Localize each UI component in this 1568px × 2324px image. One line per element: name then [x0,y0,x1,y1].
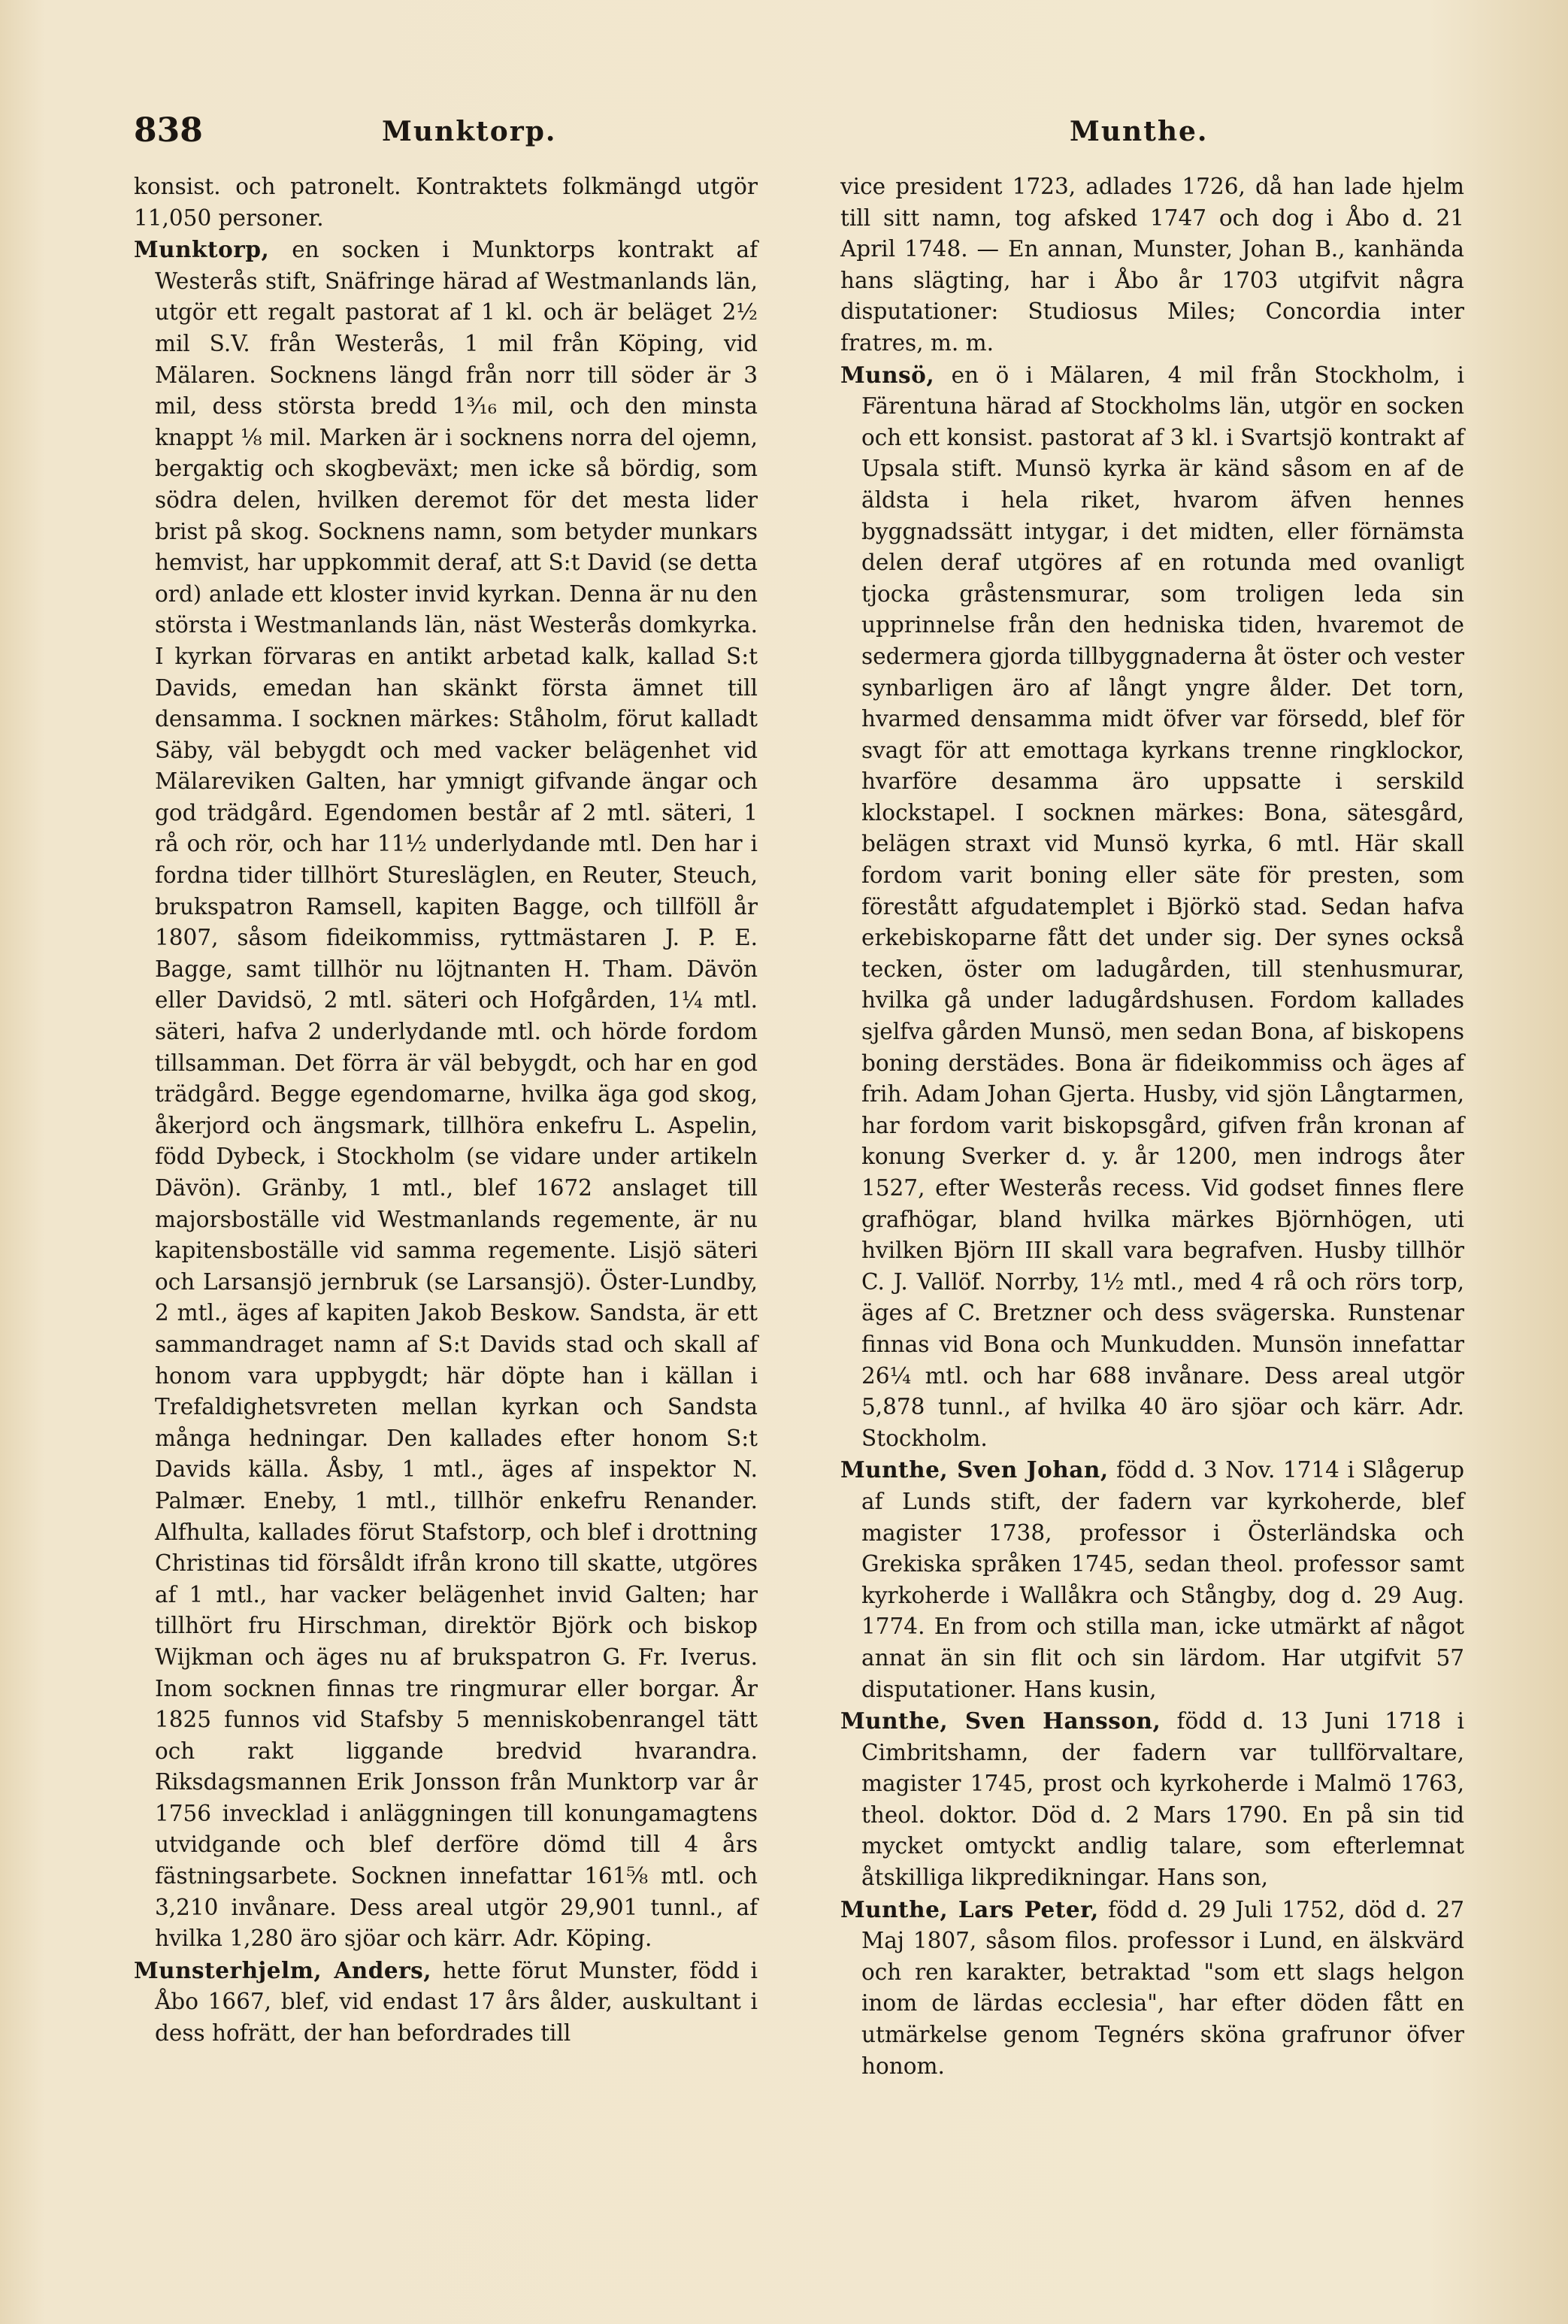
entry-munso [840,359,1464,1455]
headword-munsterhjelm: Munsterhjelm, Anders, [134,1956,432,1983]
entry-text-munso: en ö i Mälaren, 4 mil från Stockholm, i Färentuna härad af Stockholms län, utgör en socken och ett konsist. pastorat af 3 kl. i Svartsjö kontrakt af Upsala stift. Munsö kyrka är känd såsom en af de äldsta i hela riket, hvarom äfven hennes byggnadssätt intygar, i det midten, eller förnämsta delen deraf utgöres af en rotunda med ovanligt tjocka gråstensmurar, som troligen leda sin upprinnelse från den hedniska tiden, hvaremot de sedermera gjorda tillbyggnaderna åt öster och vester synbarligen äro af långt yngre ålder. Det torn, hvarmed densamma midt öfver var försedd, blef för svagt för att emottaga kyrkans trenne ringklockor, hvarföre desamma äro uppsatte i serskild klockstapel. I socknen märkes: Bona, sätesgård, belägen straxt vid Munsö kyrka, 6 mtl. Här skall fordom varit boning eller säte för presten, som förestått afgudatemplet i Björkö stad. Sedan hafva erkebiskoparne fått det under sig. Der synes också tecken, öster om ladugården, till stenhusmurar, hvilka gå under ladugårdshusen. Fordom kallades sjelfva gården Munsö, men sedan Bona, af biskopens boning derstädes. Bona är fideikommiss och äges af frih. Adam Johan Gjerta. Husby, vid sjön Långtarmen, har fordom varit biskopsgård, gifven från kronan af konung Sverker d. y. år 1200, men indrogs åter 1527, efter Westerås recess. Vid godset finnes flere grafhögar, bland hvilka märkes Björnhögen, uti hvilken Björn III skall vara begrafven. Husby tillhör C. J. Vallöf. Norrby, 1½ mtl., med 4 rå och rörs torp, äges af C. Bretzner och dess svägerska. Runstenar finnas vid Bona och Munkudden. Munsön innefattar 26¼ mtl. och har 688 invånare. Dess areal utgör 5,878 tunnl., af hvilka 40 äro sjöar och kärr. Adr. Stockholm. [861,362,1464,1451]
entry-text-munthe-sven-johan: född d. 3 Nov. 1714 i Slågerup af Lunds stift, der fadern var kyrkoherde, blef magister 1738, professor i Österländska och Grekiska språken 1745, sedan theol. professor samt kyrkoherde i Wallåkra och Stångby, dog d. 29 Aug. 1774. En from och stilla man, icke utmärkt af något annat än sin flit och sin lärdom. Har utgifvit 57 disputationer. Hans kusin, [861,1457,1464,1702]
entry-munthe-sven-hansson [840,1705,1464,1894]
entry-text-munsterhjelm: hette förut Munster, född i Åbo 1667, blef, vid endast 17 års ålder, auskultant i dess hofrätt, der han befordrades till [155,1957,758,2047]
page-number: 838 [134,111,203,150]
headword-munthe-sven-hansson: Munthe, Sven Hansson, [840,1707,1161,1735]
entry-munthe-lars-peter [840,1894,1464,2083]
running-head-left: Munktorp. [382,116,557,147]
entry-text-munthe-lars-peter: född d. 29 Juli 1752, död d. 27 Maj 1807, såsom filos. professor i Lund, en älskvärd och ren karakter, betraktad "som ett slags helgon inom de lärdas ecclesia", har efter döden fått en utmärkelse genom Tegnérs sköna grafrunor öfver honom. [861,1896,1464,2079]
left-column [134,171,758,2050]
entry-munthe-sven-johan [840,1454,1464,1705]
entry-continuation: konsist. och patronelt. Kontraktets folkmängd utgör 11,050 personer. [134,174,758,231]
running-head-right: Munthe. [1070,116,1209,147]
headword-munktorp: Munktorp, [134,236,270,263]
headword-munthe-sven-johan: Munthe, Sven Johan, [840,1456,1109,1483]
headword-munthe-lars-peter: Munthe, Lars Peter, [840,1895,1099,1923]
page-header [0,111,1568,156]
right-column [840,171,1464,2082]
entry-text-munthe-sven-hansson: född d. 13 Juni 1718 i Cimbritshamn, der fadern var tullförvaltare, magister 1745, prost och kyrkoherde i Malmö 1763, theol. doktor. Död d. 2 Mars 1790. En på sin tid mycket omtyckt andlig talare, som efterlemnat åtskilliga likpredikningar. Hans son, [861,1708,1464,1891]
entry-munsterhjelm-continued: vice president 1723, adlades 1726, då han lade hjelm till sitt namn, tog afsked 1747 och dog i Åbo d. 21 April 1748. — En annan, Munster, Johan B., kanhända hans slägting, har i Åbo år 1703 utgifvit några disputationer: Studiosus Miles; Concordia inter fratres, m. m. [840,174,1464,356]
entry-munktorp [134,234,758,1955]
entry-text-munktorp: en socken i Munktorps kontrakt af Westerås stift, Snäfringe härad af Westmanlands län, utgör ett regalt pastorat af 1 kl. och är beläget 2½ mil S.V. från Westerås, 1 mil från Köping, vid Mälaren. Socknens längd från norr till söder är 3 mil, dess största bredd 1³⁄₁₆ mil, och den minsta knappt ⅛ mil. Marken är i socknens norra del ojemn, bergaktig och skogbeväxt; men icke så bördig, som södra delen, hvilken deremot för det mesta lider brist på skog. Socknens namn, som betyder munkars hemvist, har uppkommit deraf, att S:t David (se detta ord) anlade ett kloster invid kyrkan. Denna är nu den största i Westmanlands län, näst Westerås domkyrka. I kyrkan förvaras en antikt arbetad kalk, kallad S:t Davids, emedan han skänkt första ämnet till densamma. I socknen märkes: Ståholm, förut kalladt Säby, väl bebygdt och med vacker belägenhet vid Mälareviken Galten, har ymnigt gifvande ängar och god trädgård. Egendomen består af 2 mtl. säteri, 1 rå och rör, och har 11½ underlydande mtl. Den har i fordna tider tillhört Sturesläglen, en Reuter, Steuch, brukspatron Ramsell, kapiten Bagge, och tillföll år 1807, såsom fideikommiss, ryttmästaren J. P. E. Bagge, samt tillhör nu löjtnanten H. Tham. Dävön eller Davidsö, 2 mtl. säteri och Hofgården, 1¼ mtl. säteri, hafva 2 underlydande mtl. och hörde fordom tillsamman. Det förra är väl bebygdt, och har en god trädgård. Begge egendomarne, hvilka äga god skog, åkerjord och ängsmark, tillhöra enkefru L. Aspelin, född Dybeck, i Stockholm (se vidare under artikeln Dävön). Gränby, 1 mtl., blef 1672 anslaget till majorsboställe vid Westmanlands regemente, är nu kapitensboställe vid samma regemente. Lisjö säteri och Larsansjö jernbruk (se Larsansjö). Öster-Lundby, 2 mtl., äges af kapiten Jakob Beskow. Sandsta, är ett sammandraget namn af S:t Davids stad och skall af honom vara uppbygdt; här döpte han i källan i Trefaldighetsvreten mellan kyrkan och Sandsta många hedningar. Den kallades efter honom S:t Davids källa. Åsby, 1 mtl., äges af inspektor N. Palmær. Eneby, 1 mtl., tillhör enkefru Renander. Alfhulta, kallades förut Stafstorp, och blef i drottning Christinas tid försåldt ifrån krono till skatte, utgöres af 1 mtl., har vacker belägenhet invid Galten; har tillhört fru Hirschman, direktör Björk och biskop Wijkman och äges nu af brukspatron G. Fr. Iverus. Inom socknen finnas tre ringmurar eller borgar. År 1825 funnos vid Stafsby 5 menniskobenrangel tätt och rakt liggande bredvid hvarandra. Riksdagsmannen Erik Jonsson från Munktorp var år 1756 invecklad i anläggningen till konungamagtens utvidgande och blef derföre dömd till 4 års fästningsarbete. Socknen innefattar 161⅝ mtl. och 3,210 invånare. Dess areal utgör 29,901 tunnl., af hvilka 1,280 äro sjöar och kärr. Adr. Köping. [155,237,758,1952]
entry-munsterhjelm [134,1955,758,2050]
headword-munso: Munsö, [840,361,935,388]
